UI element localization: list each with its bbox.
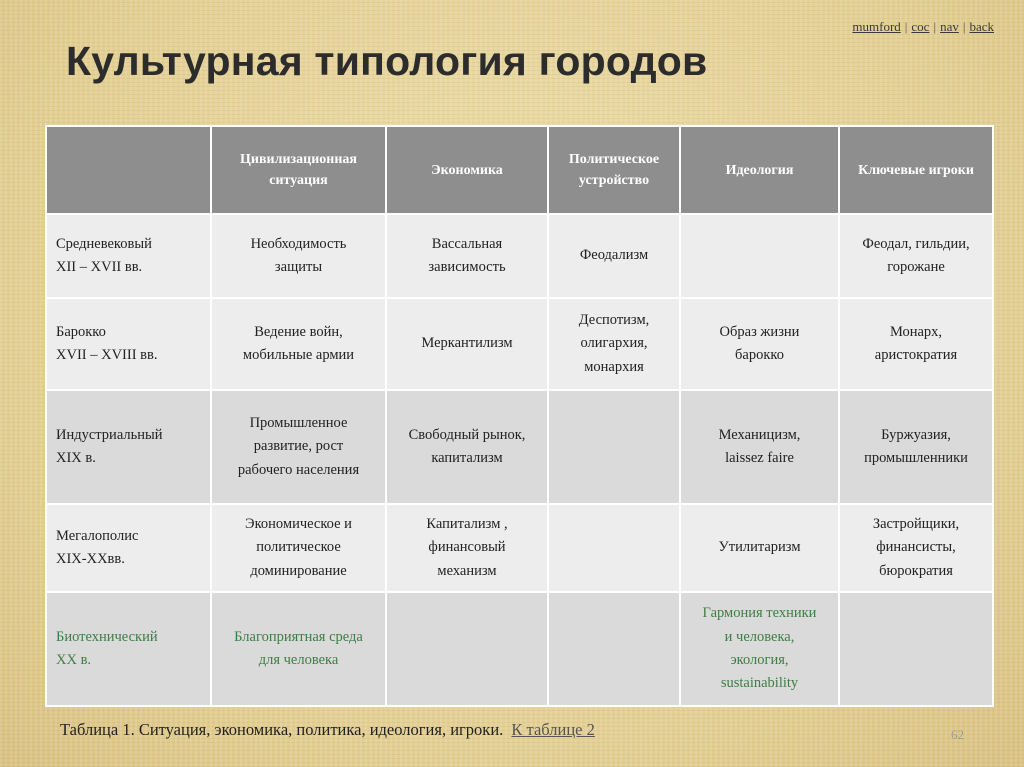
- cell-text-line: Мегалополис: [56, 527, 139, 544]
- table-header-row: [47, 127, 992, 213]
- cell-period: [47, 215, 210, 297]
- cell-situation: [212, 505, 385, 591]
- cell-text-line: экология,: [730, 652, 789, 668]
- nav-link-mumford[interactable]: mumford: [852, 19, 901, 34]
- cell-text-line: олигархия,: [580, 335, 648, 352]
- table-caption: [60, 720, 595, 740]
- cell-text-line: Экономическое и: [245, 515, 352, 532]
- typology-table-container: [45, 125, 987, 699]
- cell-text-line: Монарх,: [889, 323, 943, 340]
- cell-situation: [212, 299, 385, 389]
- caption-text: Таблица 1. Ситуация, экономика, политика, идеология, игроки.: [60, 720, 504, 739]
- header-cell-ideology: [681, 127, 838, 213]
- cell-players: [840, 593, 992, 705]
- header-cell-players: [840, 127, 992, 213]
- cell-text-line: XIX в.: [56, 450, 96, 466]
- cell-text-line: Меркантилизм: [421, 335, 513, 352]
- cell-text-line: Необходимость: [250, 235, 347, 252]
- caption-link-table-2[interactable]: К таблице 2: [511, 720, 595, 739]
- page-title: Культурная типология городов: [66, 38, 708, 84]
- table-row: [47, 505, 992, 591]
- cell-text-line: рабочего населения: [237, 461, 360, 478]
- cell-text-line: Застройщики,: [872, 515, 960, 532]
- cell-text-line: финансовый: [428, 539, 506, 556]
- cell-text-line: Утилитаризм: [718, 539, 801, 556]
- nav-links: mumford | coc | nav | back: [852, 19, 994, 34]
- cell-text-line: развитие, рост: [253, 438, 344, 455]
- cell-text-line: политическое: [256, 539, 341, 556]
- cell-text-line: защиты: [274, 259, 323, 275]
- page-number: 62: [951, 727, 964, 742]
- cell-text-line: Свободный рынок,: [408, 426, 526, 443]
- header-situation-label: Цивилизационная ситуация: [240, 152, 357, 188]
- cell-text-line: Барокко: [56, 323, 106, 340]
- cell-period: [47, 299, 210, 389]
- cell-players: [840, 505, 992, 591]
- cell-politics: [549, 505, 679, 591]
- cell-ideology: [681, 505, 838, 591]
- cell-text-line: капитализм: [431, 450, 503, 466]
- cell-text-line: XVII – XVIII вв.: [56, 347, 158, 363]
- cell-ideology: [681, 593, 838, 705]
- cell-text-line: зависимость: [428, 259, 506, 275]
- cell-text-line: Благоприятная среда: [234, 628, 363, 645]
- cell-period: [47, 505, 210, 591]
- cell-text-line: Капитализм ,: [426, 515, 508, 532]
- cell-text-line: XII – XVII вв.: [56, 259, 143, 275]
- cell-text-line: Промышленное: [249, 414, 348, 431]
- cell-politics: [549, 391, 679, 503]
- cell-ideology: [681, 299, 838, 389]
- table-row: [47, 593, 992, 705]
- nav-link-nav[interactable]: nav: [940, 19, 959, 34]
- cell-economy: [387, 505, 547, 591]
- cell-text-line: монархия: [584, 358, 644, 375]
- cell-players: [840, 391, 992, 503]
- nav-link-back[interactable]: back: [969, 19, 994, 34]
- cell-text-line: Индустриальный: [56, 426, 163, 443]
- cell-text-line: Средневековый: [56, 235, 152, 252]
- cell-text-line: Биотехнический: [56, 628, 158, 645]
- cell-text-line: горожане: [887, 259, 945, 275]
- header-players-label: Ключевые игроки: [858, 162, 974, 178]
- header-politics-label: Политическое устройство: [568, 152, 660, 188]
- table-row: [47, 215, 992, 297]
- cell-text-line: sustainability: [720, 675, 799, 692]
- cell-text-line: XX в.: [56, 652, 92, 668]
- cell-text-line: промышленники: [864, 450, 968, 466]
- cell-text-line: доминирование: [250, 562, 347, 579]
- header-cell-period: [47, 127, 210, 213]
- cell-text-line: Вассальная: [431, 235, 503, 252]
- cell-text-line: бюрократия: [879, 562, 953, 579]
- cell-text-line: Образ жизни: [719, 323, 800, 340]
- table-row: [47, 299, 992, 389]
- cell-ideology: [681, 391, 838, 503]
- typology-table: [45, 125, 994, 707]
- cell-text-line: Буржуазия,: [881, 426, 951, 443]
- cell-politics: [549, 299, 679, 389]
- cell-situation: [212, 215, 385, 297]
- cell-ideology: [681, 215, 838, 297]
- cell-economy: [387, 215, 547, 297]
- header-economy-label: Экономика: [431, 162, 503, 178]
- header-cell-economy: [387, 127, 547, 213]
- header-cell-situation: [212, 127, 385, 213]
- cell-politics: [549, 215, 679, 297]
- cell-text-line: Механицизм,: [718, 426, 801, 443]
- cell-text-line: Феодализм: [579, 247, 649, 264]
- cell-text-line: XIX-XXвв.: [56, 551, 125, 567]
- cell-text-line: барокко: [735, 347, 784, 363]
- cell-text-line: финансисты,: [876, 539, 956, 556]
- table-row: [47, 391, 992, 503]
- cell-text-line: аристократия: [874, 347, 958, 363]
- cell-period: [47, 391, 210, 503]
- cell-economy: [387, 299, 547, 389]
- cell-text-line: Ведение войн,: [254, 323, 343, 340]
- cell-text-line: laissez faire: [725, 450, 794, 466]
- cell-situation: [212, 391, 385, 503]
- cell-text-line: для человека: [258, 652, 339, 668]
- cell-text-line: Гармония техники: [702, 605, 817, 622]
- table-body: [47, 215, 992, 705]
- cell-players: [840, 299, 992, 389]
- cell-situation: [212, 593, 385, 705]
- cell-text-line: Деспотизм,: [578, 311, 650, 328]
- cell-economy: [387, 593, 547, 705]
- header-cell-politics: [549, 127, 679, 213]
- cell-economy: [387, 391, 547, 503]
- cell-players: [840, 215, 992, 297]
- cell-text-line: и человека,: [724, 628, 795, 645]
- cell-text-line: Феодал, гильдии,: [862, 235, 970, 252]
- header-ideology-label: Идеология: [725, 162, 794, 178]
- cell-text-line: механизм: [437, 562, 497, 579]
- cell-text-line: мобильные армии: [242, 347, 355, 363]
- cell-politics: [549, 593, 679, 705]
- nav-link-coc[interactable]: coc: [911, 19, 930, 34]
- cell-period: [47, 593, 210, 705]
